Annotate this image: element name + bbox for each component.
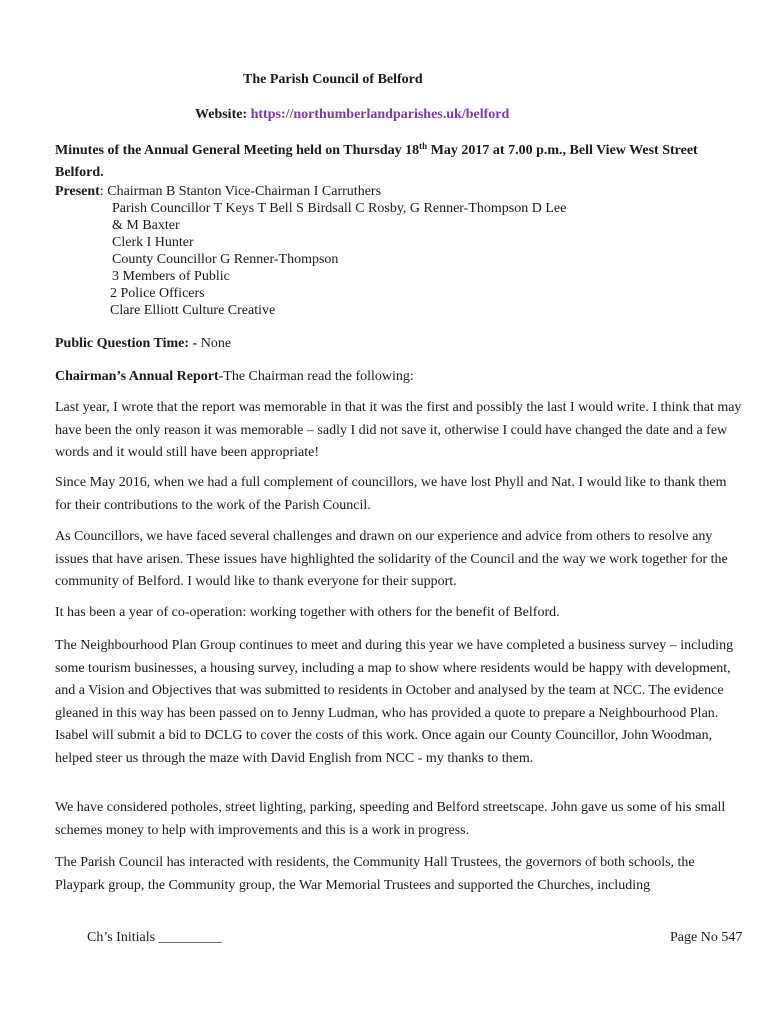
chairman-report-intro: The Chairman read the following:	[223, 369, 414, 384]
attendance-line: 3 Members of Public	[112, 269, 230, 284]
date-ordinal: th	[419, 141, 428, 151]
chairman-report-heading	[55, 369, 414, 385]
present-label: Present	[55, 184, 100, 199]
chairman-report-label: Chairman’s Annual Report-	[55, 369, 224, 384]
website-line	[195, 107, 509, 123]
attendance-line: & M Baxter	[112, 218, 180, 233]
minutes-heading-text-end: May 2017 at 7.00 p.m., Bell View West Street Belford.	[55, 143, 698, 180]
website-label: Website:	[195, 107, 248, 122]
minutes-heading-text: Minutes of the Annual General Meeting held on Thursday 18	[55, 143, 420, 158]
attendance-line	[55, 183, 566, 200]
attendance-list	[55, 183, 566, 319]
attendance-line: 2 Police Officers	[110, 286, 205, 301]
report-paragraph: The Parish Council has interacted with residents, the Community Hall Trustees, the governors of both schools, the Playpark group, the Community group, the War Memorial Trustees and supported the Churches, including	[55, 855, 695, 893]
report-paragraph: Since May 2016, when we had a full complement of councillors, we have lost Phyll and Nat. I would like to thank them for their contributions to the work of the Parish Council.	[55, 475, 727, 513]
public-question-value: None	[197, 336, 232, 351]
public-question-line	[55, 336, 231, 352]
attendance-entry: : Chairman B Stanton Vice-Chairman I Carruthers	[99, 184, 382, 199]
attendance-line: Parish Councillor T Keys T Bell S Birdsall C Rosby, G Renner-Thompson D Lee	[112, 201, 567, 216]
report-paragraph: We have considered potholes, street lighting, parking, speeding and Belford streetscape. John gave us some of his small schemes money to help with improvements and this is a work in progress.	[55, 800, 726, 838]
attendance-line: Clare Elliott Culture Creative	[110, 303, 276, 318]
website-link[interactable]: https://northumberlandparishes.uk/belford	[250, 107, 510, 122]
page-number: Page No 547	[670, 930, 743, 945]
public-question-label: Public Question Time: -	[55, 336, 198, 351]
report-paragraph: The Neighbourhood Plan Group continues to meet and during this year we have completed a business survey – including some tourism businesses, a housing survey, including a map to show where residents would be happy with development, and a Vision and Objectives that was submitted to residents in October and analysed by the team at NCC. The evidence gleaned in this way has been passed on to Jenny Ludman, who has provided a quote to prepare a Neighbourhood Plan. Isabel will submit a bid to DCLG to cover the costs of this work. Once again our County Councillor, John Woodman, helped steer us through the maze with David English from NCC - my thanks to them.	[55, 638, 734, 766]
report-paragraph: As Councillors, we have faced several challenges and drawn on our experience and advice from others to resolve any issues that have arisen. These issues have highlighted the solidarity of the Council and the way we work together for the community of Belford. I would like to thank everyone for their support.	[55, 529, 728, 589]
minutes-heading	[55, 140, 735, 184]
attendance-line: Clerk I Hunter	[112, 235, 194, 250]
footer-initials: Ch’s Initials _________	[87, 930, 222, 945]
report-paragraph: It has been a year of co-operation: working together with others for the benefit of Belford.	[55, 605, 560, 620]
page-title: The Parish Council of Belford	[243, 72, 423, 87]
report-paragraph: Last year, I wrote that the report was memorable in that it was the first and possibly the last I would write. I think that may have been the only reason it was memorable – sadly I did not save it, otherwise I could have changed the date and a few words and it would still have been appropriate!	[55, 400, 742, 460]
attendance-line: County Councillor G Renner-Thompson	[112, 252, 339, 267]
